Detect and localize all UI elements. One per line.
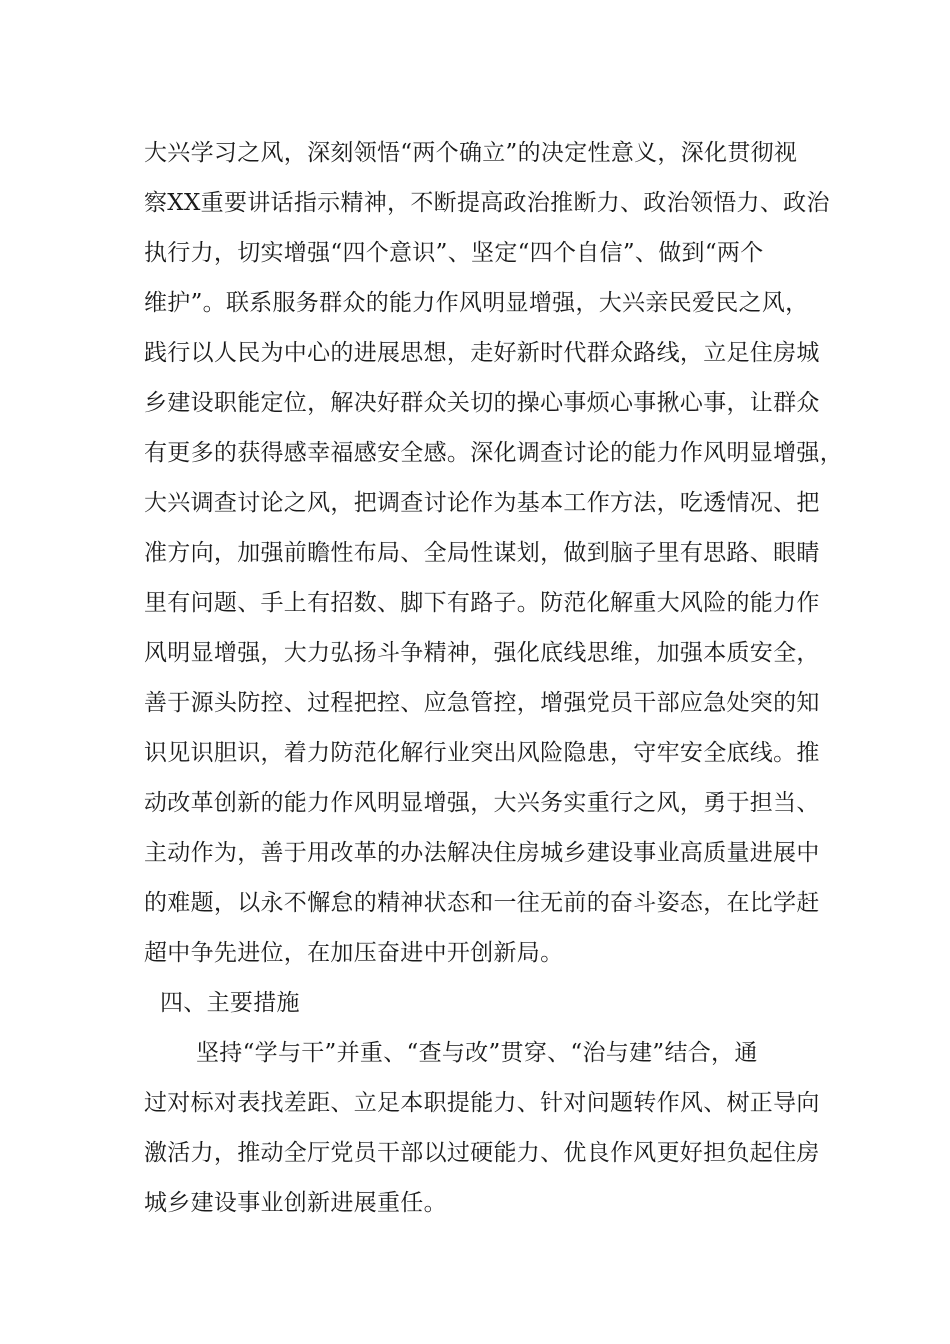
paragraph-1-line: 动改革创新的能力作风明显增强，大兴务实重行之风，勇于担当、 — [144, 790, 820, 816]
paragraph-1-line: 维护”。联系服务群众的能力作风明显增强，大兴亲民爱民之风， — [144, 290, 809, 316]
paragraph-2-line: 激活力，推动全厅党员干部以过硬能力、优良作风更好担负起住房 — [144, 1140, 820, 1166]
paragraph-1-line: 善于源头防控、过程把控、应急管控，增强党员干部应急处突的知 — [144, 690, 820, 716]
paragraph-2-line: 城乡建设事业创新进展重任。 — [144, 1190, 447, 1216]
paragraph-1-line: 的难题，以永不懈怠的精神状态和一往无前的奋斗姿态，在比学赶 — [144, 890, 820, 916]
paragraph-1-line: 主动作为，善于用改革的办法解决住房城乡建设事业高质量进展中 — [144, 840, 820, 866]
paragraph-1-line: 超中争先进位，在加压奋进中开创新局。 — [144, 940, 564, 966]
paragraph-1-line: 准方向，加强前瞻性布局、全局性谋划，做到脑子里有思路、眼睛 — [144, 540, 820, 566]
paragraph-1-line: 风明显增强，大力弘扬斗争精神，强化底线思维，加强本质安全， — [144, 640, 820, 666]
section-heading: 四、主要措施 — [160, 990, 300, 1016]
paragraph-1-line: 大兴学习之风，深刻领悟“两个确立”的决定性意义，深化贯彻视 — [144, 140, 798, 166]
paragraph-1-line: 大兴调查讨论之风，把调查讨论作为基本工作方法，吃透情况、把 — [144, 490, 820, 516]
paragraph-1-line: 察XX重要讲话指示精神，不断提高政治推断力、政治领悟力、政治 — [144, 190, 830, 216]
paragraph-1-line: 里有问题、手上有招数、脚下有路子。防范化解重大风险的能力作 — [144, 590, 820, 616]
paragraph-1-line: 有更多的获得感幸福感安全感。深化调查讨论的能力作风明显增强， — [144, 440, 843, 466]
paragraph-2-line: 坚持“学与干”并重、“查与改”贯穿、“治与建”结合，通 — [196, 1040, 758, 1066]
document-body — [144, 128, 843, 1228]
paragraph-1-line: 执行力，切实增强“四个意识”、坚定“四个自信”、做到“两个 — [144, 240, 764, 266]
paragraph-1-line: 践行以人民为中心的进展思想，走好新时代群众路线，立足住房城 — [144, 340, 820, 366]
paragraph-1-line: 乡建设职能定位，解决好群众关切的操心事烦心事揪心事，让群众 — [144, 390, 820, 416]
paragraph-1-line: 识见识胆识，着力防范化解行业突出风险隐患，守牢安全底线。推 — [144, 740, 820, 766]
paragraph-2-line: 过对标对表找差距、立足本职提能力、针对问题转作风、树正导向 — [144, 1090, 820, 1116]
